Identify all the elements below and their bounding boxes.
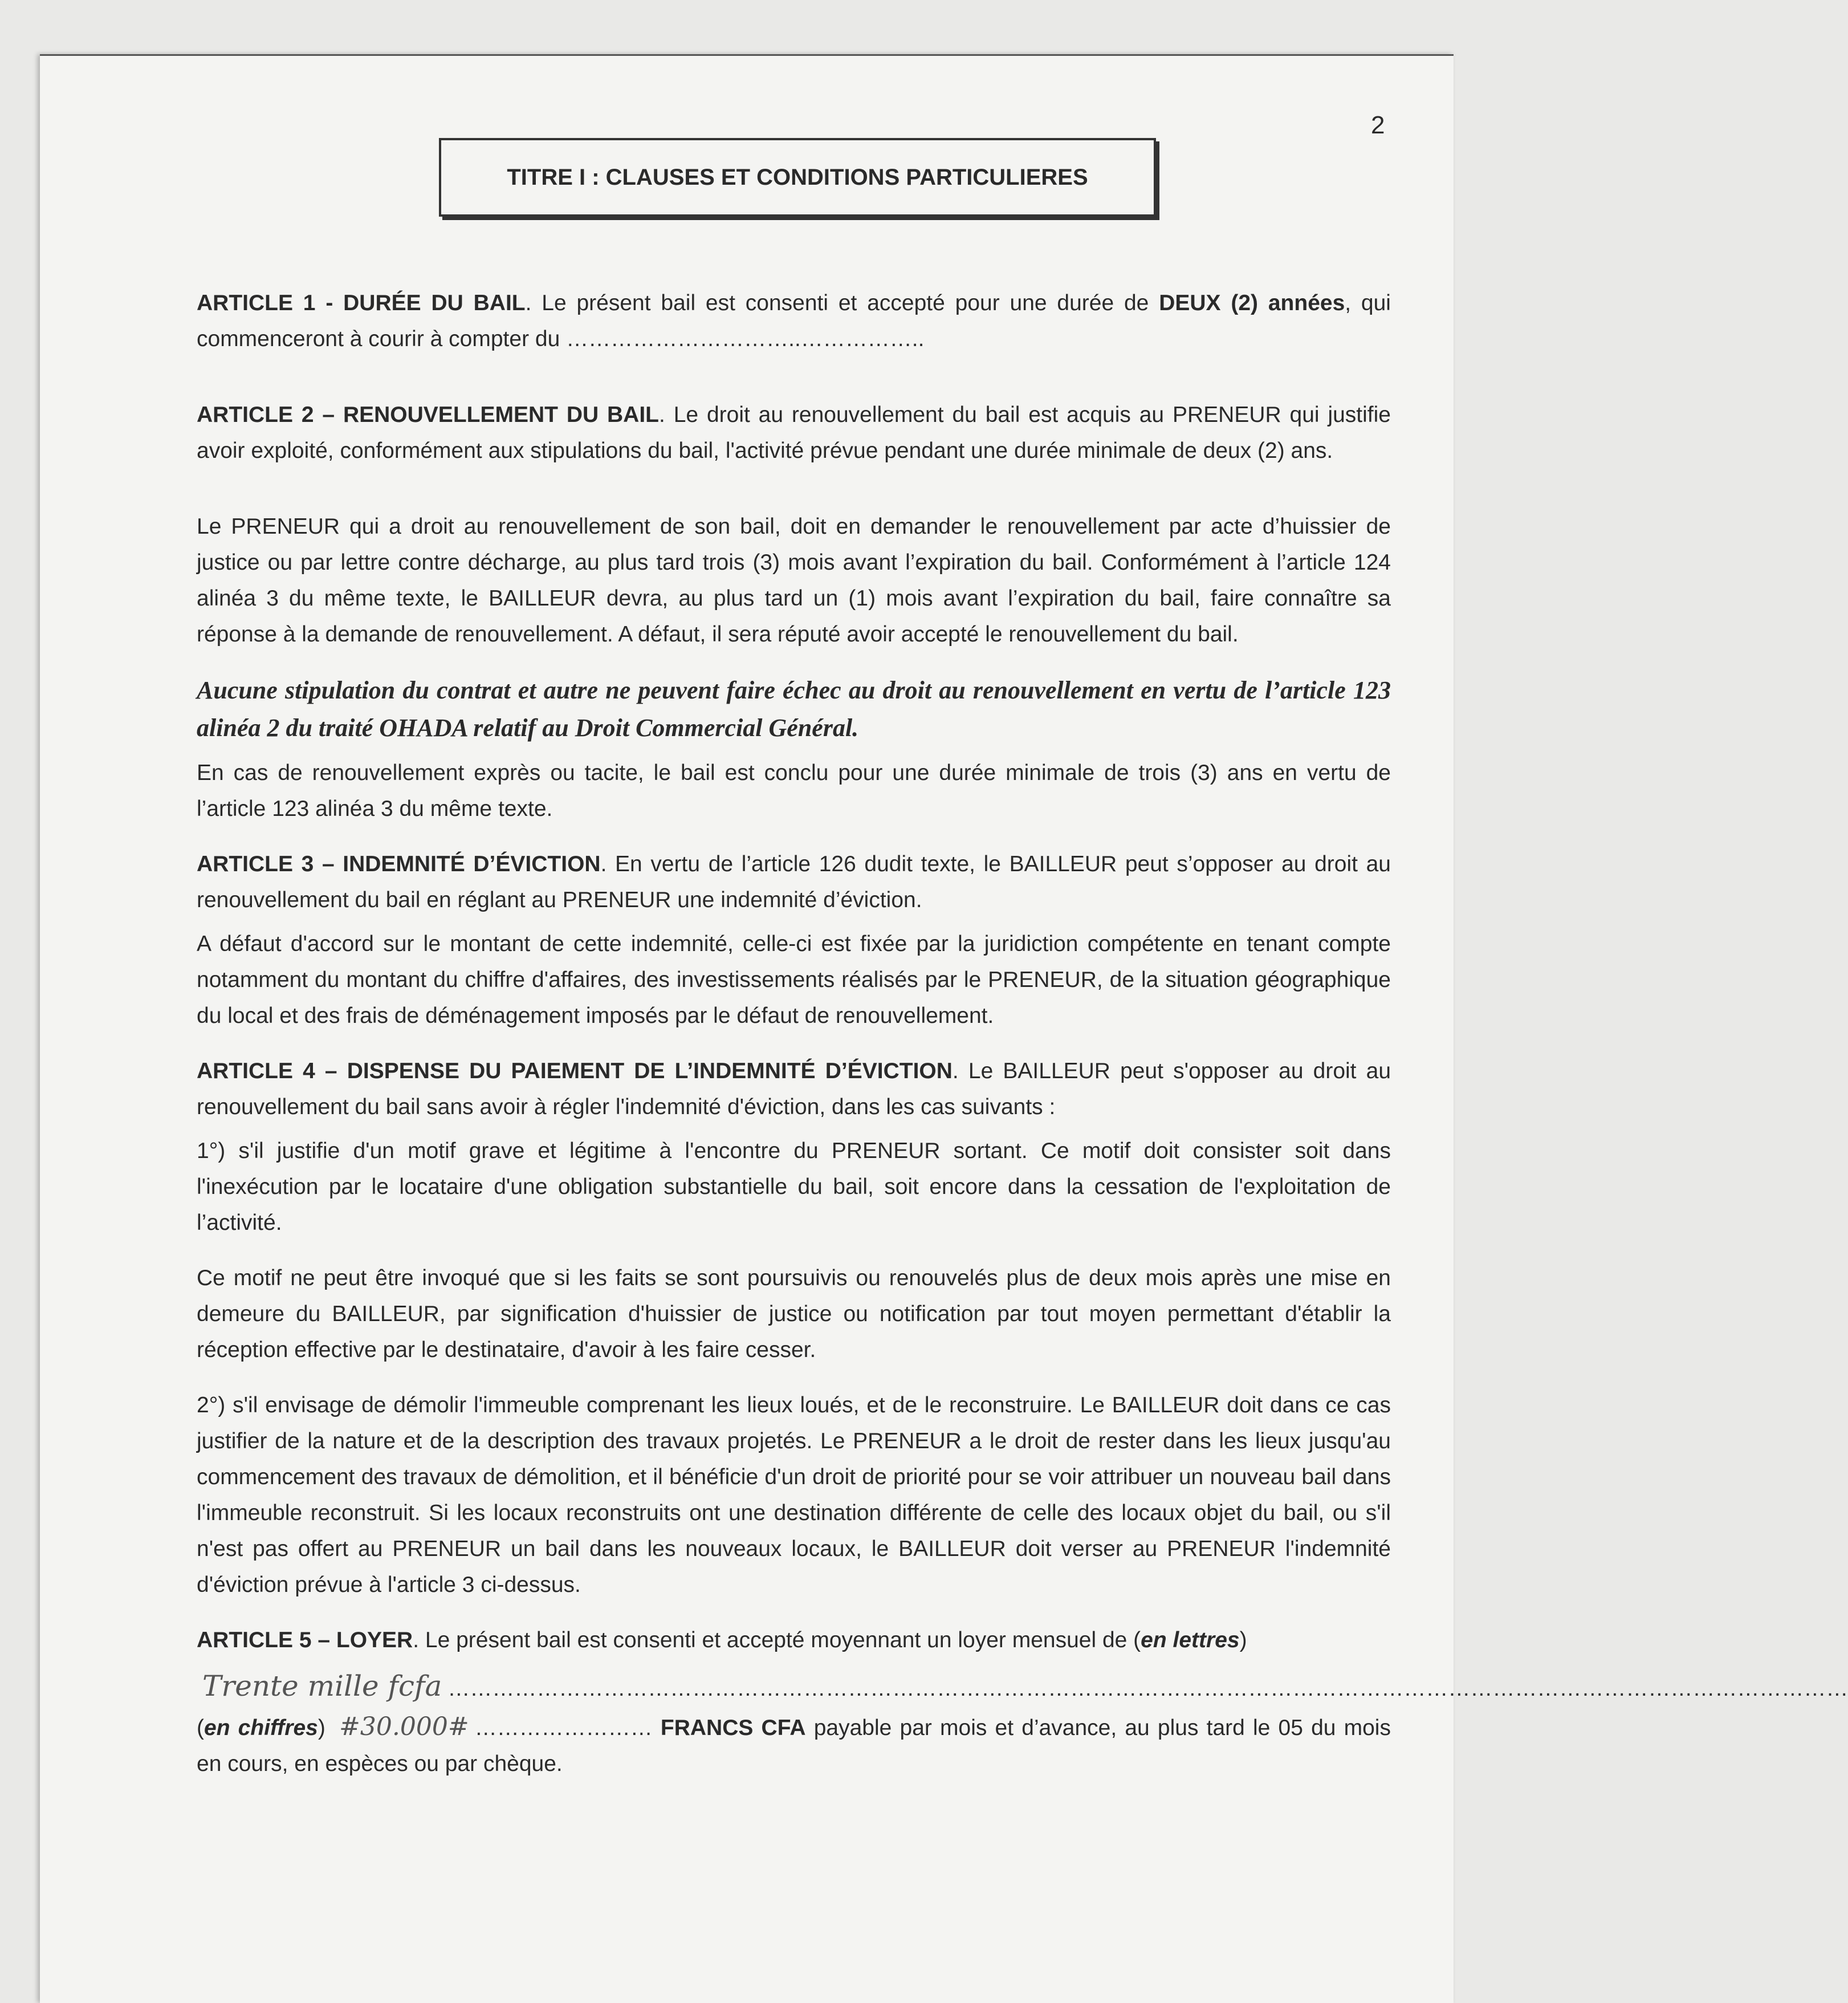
text: . Le BAILLEUR peut s'opposer au droit au renouvellement du bail sans avoir à régler l'indemnité d'éviction, dans les cas suivants : bbox=[197, 1059, 1391, 1119]
article-4 bbox=[197, 1053, 1391, 1125]
article-heading: ARTICLE 4 – DISPENSE DU PAIEMENT DE L’INDEMNITÉ D’ÉVICTION bbox=[197, 1059, 953, 1083]
article-1 bbox=[197, 285, 1391, 357]
article-heading: ARTICLE 2 – RENOUVELLEMENT DU BAIL bbox=[197, 403, 660, 427]
handwritten-rent-letters: Trente mille fcfa bbox=[202, 1669, 442, 1703]
label-en-lettres: en lettres bbox=[1141, 1628, 1240, 1652]
article-4-case-1: 1°) s'il justifie d'un motif grave et légitime à l'encontre du PRENEUR sortant. Ce motif doit consister soit dans l'inexécution par le locataire d'une obligation substantielle du bail, soit encore dans la cessation de l'exploitation de l’activité. bbox=[197, 1139, 1391, 1235]
text: payable par mois et d’avance, au plus tard le 05 du mois en cours, en espèces ou par chèque. bbox=[197, 1716, 1391, 1776]
handwritten-rent-figures: #30.000# bbox=[339, 1712, 469, 1741]
article-4-case-1b: Ce motif ne peut être invoqué que si les faits se sont poursuivis ou renouvelés plus de deux mois après une mise en demeure du BAILLEUR, par signification d'huissier de justice ou notification par tout moyen permettant d'établir la réception effective par le destinataire, d'avoir à les faire cesser. bbox=[197, 1266, 1391, 1362]
text: . Le présent bail est consenti et accepté moyennant un loyer mensuel de ( bbox=[413, 1628, 1141, 1652]
text: . En vertu de l’article 126 dudit texte, le BAILLEUR peut s’opposer au droit au renouvellement du bail en réglant au PRENEUR une indemnité d’éviction. bbox=[197, 852, 1391, 912]
article-heading: ARTICLE 1 - DURÉE DU BAIL bbox=[197, 291, 526, 315]
article-3-para: A défaut d'accord sur le montant de cette indemnité, celle-ci est fixée par la juridiction compétente en tenant compte notamment du montant du chiffre d'affaires, des investissements réalisés par le PRENEUR, de la situation géographique du local et des frais de déménagement imposés par le défaut de renouvellement. bbox=[197, 932, 1391, 1028]
page-number: 2 bbox=[1371, 111, 1385, 139]
text: . Le droit au renouvellement du bail est acquis au PRENEUR qui justifie avoir exploité, conformément aux stipulations du bail, l'activité prévue pendant une durée minimale de deux (2) ans. bbox=[197, 403, 1391, 463]
article-2-italic: Aucune stipulation du contrat et autre ne peuvent faire échec au droit au renouvellement en vertu de l’article 123 alinéa 2 du traité OHADA relatif au Droit Commercial Général. bbox=[197, 676, 1391, 742]
text: ) bbox=[1239, 1628, 1247, 1652]
rent-figures-blank: …………………… bbox=[474, 1716, 653, 1740]
label-en-chiffres: en chiffres bbox=[204, 1716, 318, 1740]
article-3 bbox=[197, 846, 1391, 918]
document-body bbox=[197, 285, 1848, 1801]
text: . Le présent bail est consenti et accepté pour une durée de bbox=[525, 291, 1159, 315]
start-date-blank: …………………………..…………….. bbox=[566, 327, 925, 351]
currency: FRANCS CFA bbox=[660, 1716, 806, 1740]
article-2-para: Le PRENEUR qui a droit au renouvellement de son bail, doit en demander le renouvellement par acte d’huissier de justice ou par lettre contre décharge, au plus tard trois (3) mois avant l’expiration du bail. Conformément à l’article 124 alinéa 3 du même texte, le BAILLEUR devra, au plus tard un (1) mois avant l’expiration du bail, faire connaître sa réponse à la demande de renouvellement. A défaut, il sera réputé avoir accepté le renouvellement du bail. bbox=[197, 514, 1391, 647]
article-heading: ARTICLE 5 – LOYER bbox=[197, 1628, 413, 1652]
rent-letters-line bbox=[197, 1666, 1848, 1709]
article-2 bbox=[197, 397, 1391, 469]
article-5-figures: (en chiffres) #30.000# …………………… FRANCS CFA payable par mois et d’avance, au plus tard le 05 du mois en cours, en espèces ou par chèque. bbox=[197, 1712, 1391, 1776]
article-5 bbox=[197, 1622, 1391, 1658]
article-heading: ARTICLE 3 – INDEMNITÉ D’ÉVICTION bbox=[197, 852, 601, 876]
text: , qui commenceront à courir à compter du bbox=[197, 291, 1391, 351]
duration: DEUX (2) années bbox=[1159, 291, 1345, 315]
rent-letters-blank: ……………………………………………………………………………………………………………………………………………………………………… bbox=[447, 1676, 1848, 1701]
article-2-para: En cas de renouvellement exprès ou tacite, le bail est conclu pour une durée minimale de trois (3) ans en vertu de l’article 123 alinéa 3 du même texte. bbox=[197, 761, 1391, 821]
article-4-case-2: 2°) s'il envisage de démolir l'immeuble comprenant les lieux loués, et de le reconstruire. Le BAILLEUR doit dans ce cas justifier de la nature et de la description des travaux projetés. Le PRENEUR a le droit de rester dans les lieux jusqu'au commencement des travaux de démolition, et il bénéficie d'un droit de priorité pour se voir attribuer un nouveau bail dans l'immeuble reconstruit. Si les locaux reconstruits ont une destination différente de celle des locaux objet du bail, ou s'il n'est pas offert au PRENEUR un bail dans les nouveaux locaux, le BAILLEUR doit verser au PRENEUR l'indemnité d'éviction prévue à l'article 3 ci-dessus. bbox=[197, 1393, 1391, 1597]
section-title: TITRE I : CLAUSES ET CONDITIONS PARTICULIERES bbox=[439, 138, 1156, 217]
